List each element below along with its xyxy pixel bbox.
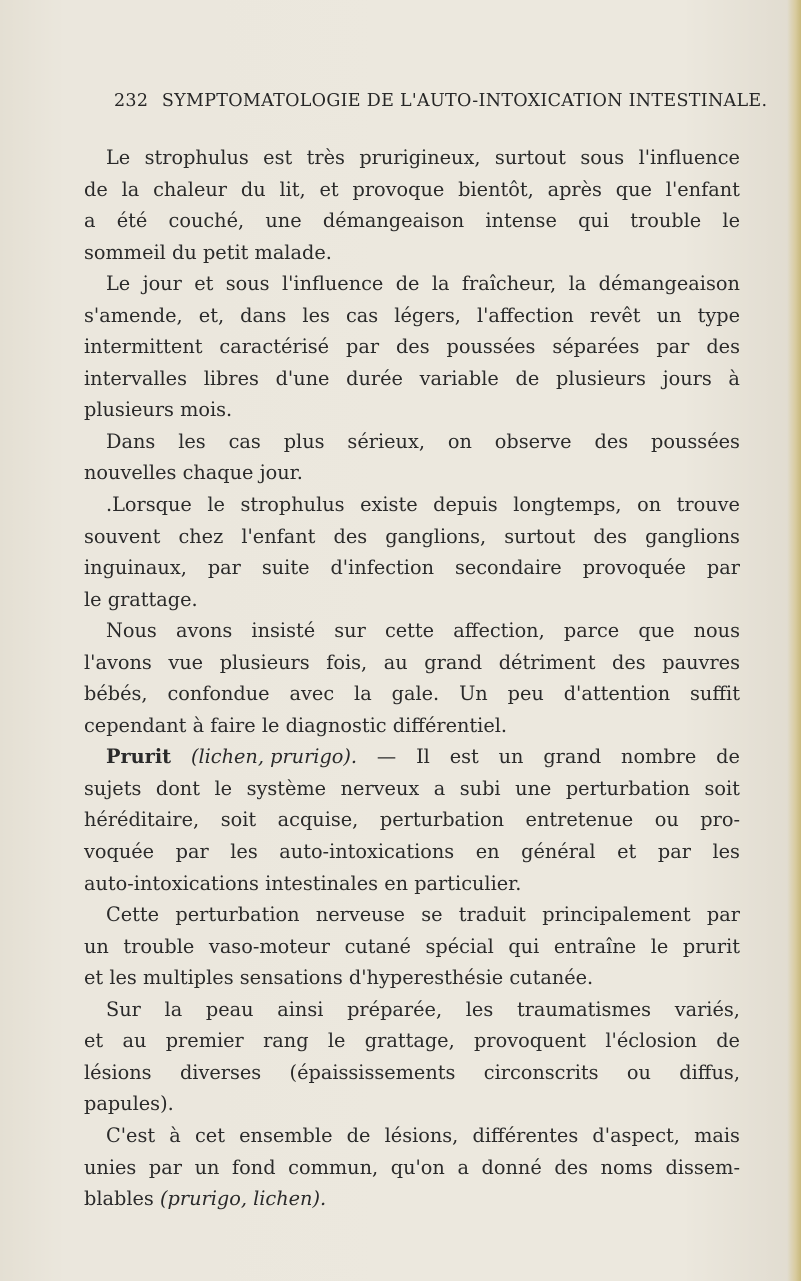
paragraph bbox=[84, 899, 740, 994]
text-line: Dans les cas plus sérieux, on observe des poussées bbox=[106, 429, 740, 453]
paragraph bbox=[84, 1120, 740, 1215]
text-line: bébés, confondue avec la gale. Un peu d'attention suffit bbox=[84, 682, 740, 706]
text-line: C'est à cet ensemble de lésions, différentes d'aspect, mais bbox=[106, 1123, 740, 1147]
text-line: voquée par les auto-intoxications en général et par les bbox=[84, 840, 740, 864]
paragraph bbox=[84, 268, 740, 426]
text-line: .Lorsque le strophulus existe depuis longtemps, on trouve bbox=[106, 493, 740, 517]
text-line: a été couché, une démangeaison intense qui trouble le bbox=[84, 209, 740, 233]
text-line: sujets dont le système nerveux a subi une perturbation soit bbox=[84, 776, 740, 800]
text-line: inguinaux, par suite d'infection secondaire provoquée par bbox=[84, 556, 740, 580]
text-line: Prurit (lichen, prurigo). — Il est un grand nombre de bbox=[84, 741, 740, 773]
text-line: unies par un fond commun, qu'on a donné des noms dissem- bbox=[84, 1155, 740, 1179]
text-line: un trouble vaso-moteur cutané spécial qui entraîne le prurit bbox=[84, 934, 740, 958]
text-line: souvent chez l'enfant des ganglions, surtout des ganglions bbox=[84, 524, 740, 548]
last-line-prefix: blables bbox=[84, 1187, 154, 1211]
body-text bbox=[84, 142, 740, 1215]
running-title: SYMPTOMATOLOGIE DE L'AUTO-INTOXICATION INTESTINALE. bbox=[161, 91, 768, 111]
paragraph bbox=[84, 142, 740, 268]
text-line: papules). bbox=[84, 1092, 174, 1116]
text-line bbox=[84, 1183, 740, 1215]
text-line: de la chaleur du lit, et provoque bientôt, après que l'enfant bbox=[84, 177, 740, 201]
text-line: le grattage. bbox=[84, 587, 198, 611]
text-line: nouvelles chaque jour. bbox=[84, 461, 303, 485]
text-line: Cette perturbation nerveuse se traduit principalement par bbox=[106, 903, 740, 927]
text-line: Nous avons insisté sur cette affection, parce que nous bbox=[106, 619, 740, 643]
paragraph bbox=[84, 489, 740, 615]
text-line: s'amende, et, dans les cas légers, l'affection revêt un type bbox=[84, 303, 740, 327]
text-line: l'avons vue plusieurs fois, au grand détriment des pauvres bbox=[84, 650, 740, 674]
paragraph bbox=[84, 426, 740, 489]
text-line: intervalles libres d'une durée variable de plusieurs jours à bbox=[84, 366, 740, 390]
text-line: cependant à faire le diagnostic différentiel. bbox=[84, 713, 508, 737]
page-number: 232 bbox=[114, 91, 149, 111]
text-line: auto-intoxications intestinales en particulier. bbox=[84, 871, 522, 895]
last-line-italic: (prurigo, lichen). bbox=[160, 1187, 327, 1211]
paragraph bbox=[84, 615, 740, 741]
text-line: Le jour et sous l'influence de la fraîcheur, la démangeaison bbox=[106, 272, 740, 296]
text-line: intermittent caractérisé par des poussées séparées par des bbox=[84, 335, 740, 359]
text-line: héréditaire, soit acquise, perturbation entretenue ou pro- bbox=[84, 808, 740, 832]
text-line: et les multiples sensations d'hyperesthésie cutanée. bbox=[84, 966, 594, 990]
text-line: et au premier rang le grattage, provoquent l'éclosion de bbox=[84, 1029, 740, 1053]
text-line: Sur la peau ainsi préparée, les traumatismes variés, bbox=[106, 997, 740, 1021]
text-line: plusieurs mois. bbox=[84, 398, 233, 422]
heading-parenthetical: (lichen, prurigo). bbox=[190, 745, 358, 769]
running-header bbox=[114, 91, 768, 111]
text-line: lésions diverses (épaississements circonscrits ou diffus, bbox=[84, 1060, 740, 1084]
text-line: Le strophulus est très prurigineux, surtout sous l'influence bbox=[106, 146, 740, 169]
section-heading: Prurit bbox=[106, 745, 172, 769]
paragraph bbox=[84, 994, 740, 1120]
page-edge-shading bbox=[787, 0, 801, 1281]
text-line: sommeil du petit malade. bbox=[84, 240, 332, 264]
paragraph bbox=[84, 741, 740, 899]
